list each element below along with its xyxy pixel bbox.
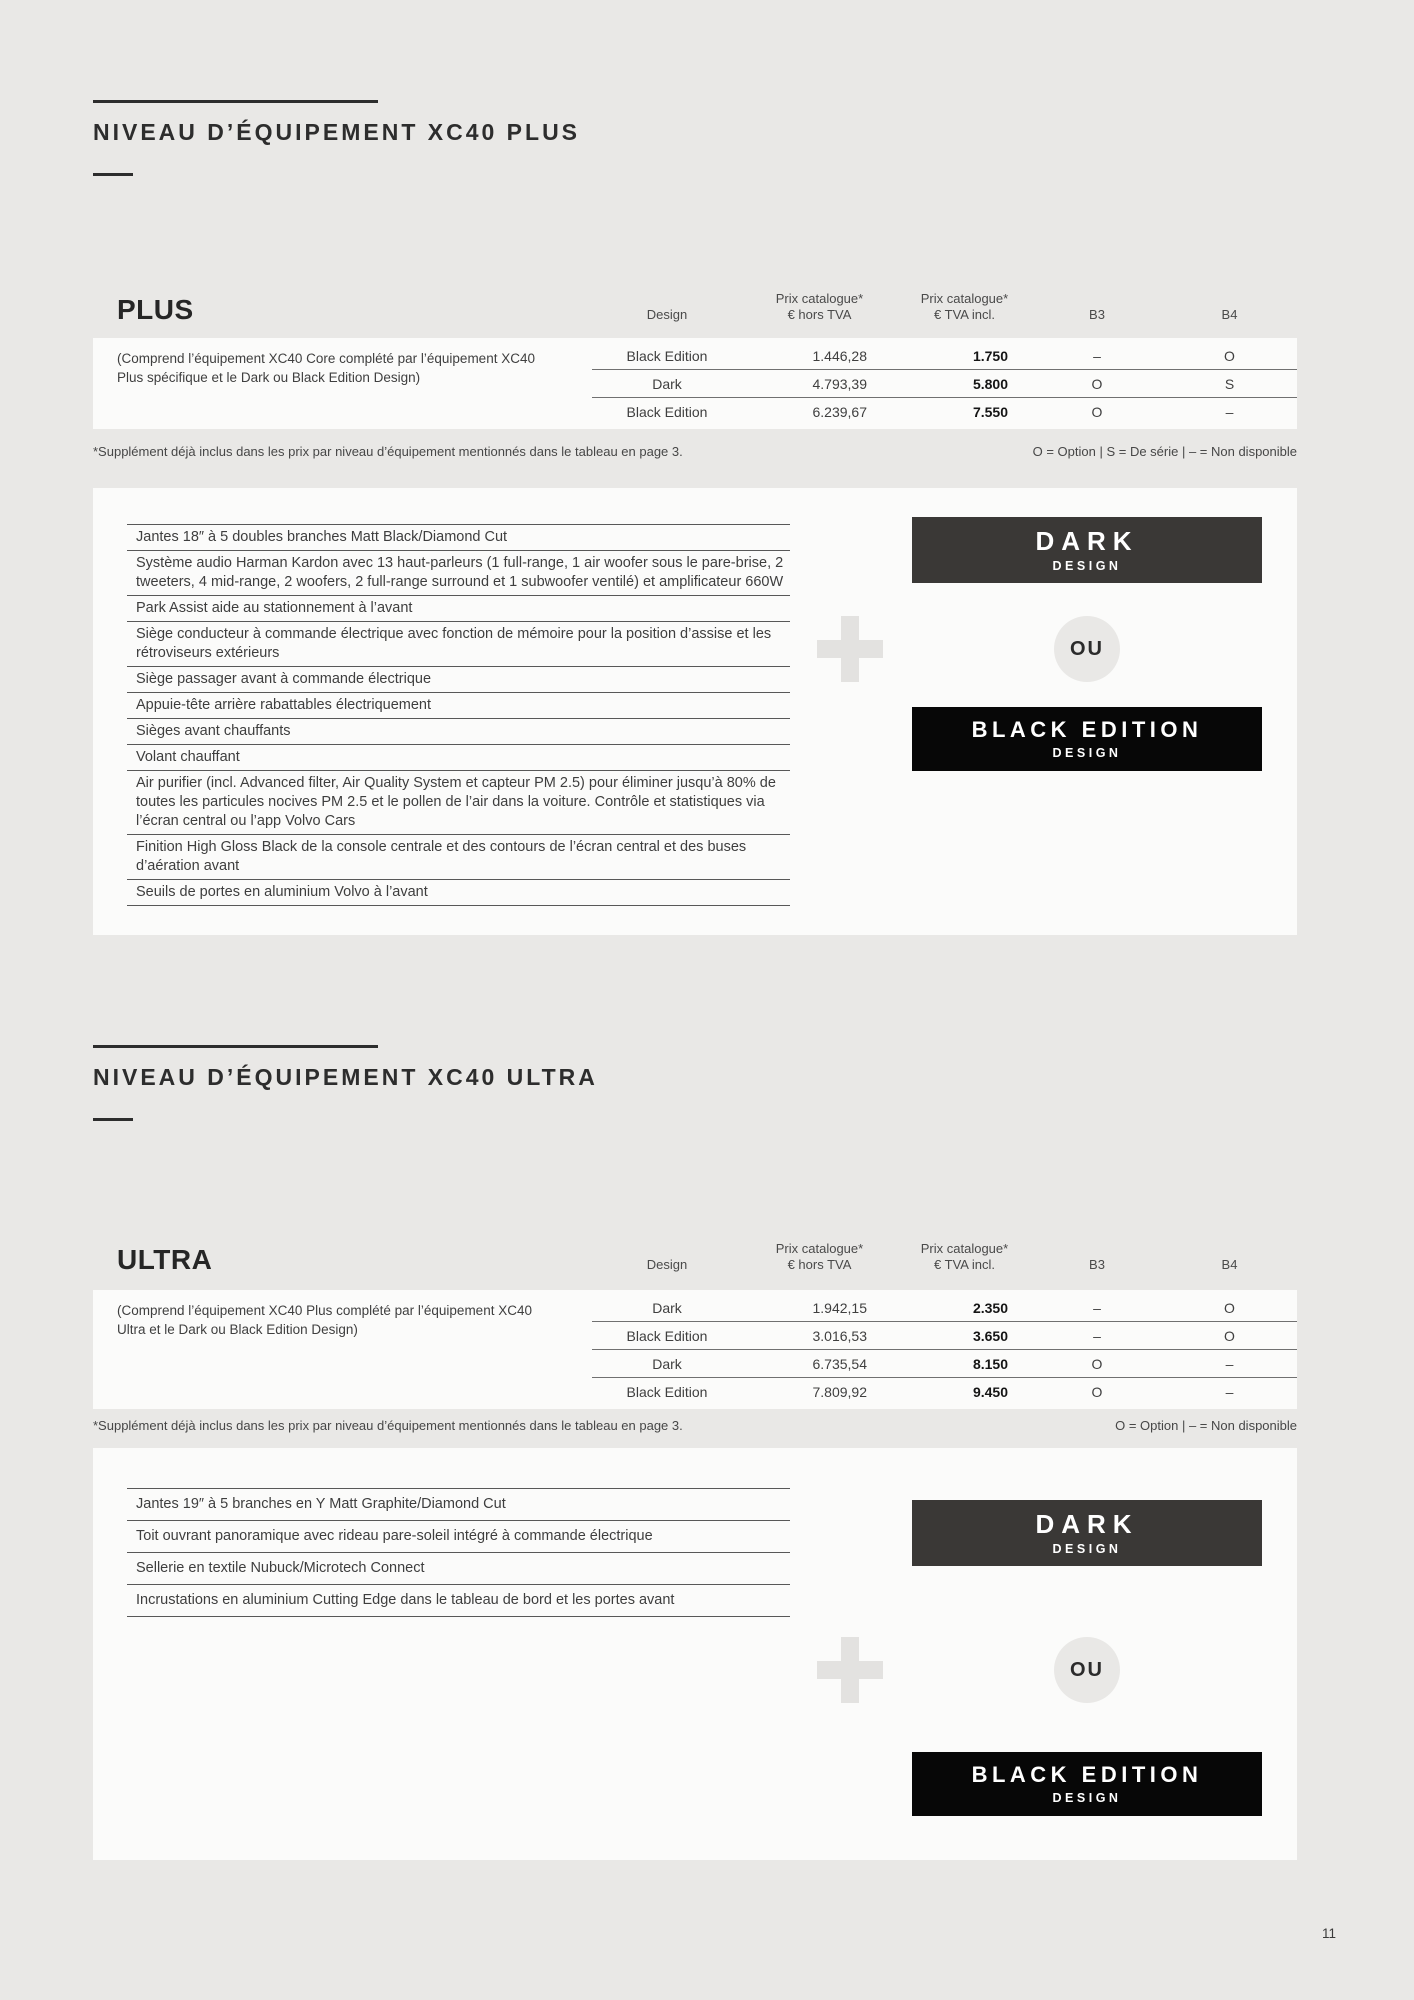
ultra-features-panel xyxy=(93,1448,1297,1860)
ultra-feature-list xyxy=(127,1488,790,1617)
section-ultra-title: NIVEAU D’ÉQUIPEMENT XC40 ULTRA xyxy=(93,1064,598,1090)
feature-item: Système audio Harman Kardon avec 13 haut-parleurs (1 full-range, 1 air woofer sous le pare-brise, 2 tweeters, 4 mid-range, 2 woofers, 2 full-range surround et 1 subwoofer ventilé) et amplificateur 660W xyxy=(127,550,790,595)
cell-design: Black Edition xyxy=(626,347,708,364)
feature-item: Finition High Gloss Black de la console centrale et des contours de l’écran central et des buses d’aération avant xyxy=(127,834,790,879)
cell-price-incl: 9.450 xyxy=(972,1383,1008,1400)
black-edition-design-badge xyxy=(912,707,1262,771)
column-header-price-excl-line1: Prix catalogue* xyxy=(775,1241,864,1256)
cell-price-excl: 1.446,28 xyxy=(812,347,867,364)
badge-title: DARK xyxy=(1035,1509,1139,1540)
feature-item: Seuils de portes en aluminium Volvo à l’avant xyxy=(127,879,790,906)
plus-icon-bar xyxy=(841,616,859,682)
column-header-price-incl-line2: € TVA incl. xyxy=(934,307,995,322)
cell-price-excl: 7.809,92 xyxy=(812,1383,867,1400)
dark-design-badge xyxy=(912,517,1262,583)
cell-b3: O xyxy=(1091,1355,1103,1372)
heading-rule xyxy=(93,100,378,103)
badge-title: BLACK EDITION xyxy=(971,717,1203,743)
table-row xyxy=(592,1349,1297,1377)
or-badge: OU xyxy=(1054,1637,1120,1703)
cell-design: Black Edition xyxy=(626,1327,708,1344)
column-header-price-incl-line1: Prix catalogue* xyxy=(920,1241,1009,1256)
column-header-price-excl-line2: € hors TVA xyxy=(787,307,852,322)
plus-icon xyxy=(817,616,883,682)
cell-price-incl: 3.650 xyxy=(972,1327,1008,1344)
section-plus-title: NIVEAU D’ÉQUIPEMENT XC40 PLUS xyxy=(93,119,581,145)
cell-price-excl: 1.942,15 xyxy=(812,1299,867,1316)
page-number: 11 xyxy=(1322,1926,1337,1941)
feature-item: Siège passager avant à commande électrique xyxy=(127,666,790,692)
plus-price-table xyxy=(93,338,1297,429)
feature-item: Jantes 19″ à 5 branches en Y Matt Graphite/Diamond Cut xyxy=(127,1488,790,1520)
column-header-price-excl xyxy=(742,291,897,326)
feature-item: Incrustations en aluminium Cutting Edge dans le tableau de bord et les portes avant xyxy=(127,1584,790,1617)
badge-subtitle: DESIGN xyxy=(1052,1541,1122,1556)
feature-item: Appuie-tête arrière rabattables électriquement xyxy=(127,692,790,718)
dark-design-badge xyxy=(912,1500,1262,1566)
column-header-price-incl xyxy=(897,291,1032,326)
badge-subtitle: DESIGN xyxy=(1052,745,1122,760)
column-header-price-incl-line2: € TVA incl. xyxy=(934,1257,995,1272)
cell-price-excl: 3.016,53 xyxy=(812,1327,867,1344)
table-row xyxy=(592,1321,1297,1349)
cell-b3: O xyxy=(1091,403,1103,420)
feature-item: Sellerie en textile Nubuck/Microtech Connect xyxy=(127,1552,790,1584)
section-plus-heading-block xyxy=(93,100,693,176)
column-header-b4: B4 xyxy=(1221,307,1238,322)
footnote-text: *Supplément déjà inclus dans les prix par niveau d’équipement mentionnés dans le tableau en page 3. xyxy=(93,1418,683,1433)
cell-b3: O xyxy=(1091,1383,1103,1400)
plus-description: (Comprend l’équipement XC40 Core complété par l’équipement XC40 Plus spécifique et le Dark ou Black Edition Design) xyxy=(117,351,535,385)
table-row xyxy=(592,1294,1297,1321)
section-ultra-heading-block xyxy=(93,1045,693,1121)
cell-b4: – xyxy=(1225,403,1234,420)
level-name-plus: PLUS xyxy=(117,294,194,325)
legend-text: O = Option | – = Non disponible xyxy=(1115,1418,1297,1433)
column-header-price-incl xyxy=(897,1241,1032,1276)
cell-price-excl: 6.735,54 xyxy=(812,1355,867,1372)
badge-subtitle: DESIGN xyxy=(1052,1790,1122,1805)
plus-feature-list xyxy=(127,524,790,906)
table-row xyxy=(592,1377,1297,1405)
cell-b4: O xyxy=(1224,1299,1235,1316)
column-header-b3: B3 xyxy=(1089,1257,1105,1272)
cell-design: Black Edition xyxy=(626,403,708,420)
cell-b3: O xyxy=(1091,375,1103,392)
column-header-design: Design xyxy=(646,1257,688,1272)
badge-subtitle: DESIGN xyxy=(1052,558,1122,573)
column-header-price-excl xyxy=(742,1241,897,1276)
feature-item: Toit ouvrant panoramique avec rideau pare-soleil intégré à commande électrique xyxy=(127,1520,790,1552)
plus-icon xyxy=(817,1637,883,1703)
heading-rule-short xyxy=(93,173,133,176)
plus-icon-bar xyxy=(841,1637,859,1703)
ultra-footnote-row xyxy=(93,1418,1297,1433)
feature-item: Volant chauffant xyxy=(127,744,790,770)
ultra-description: (Comprend l’équipement XC40 Plus complété par l’équipement XC40 Ultra et le Dark ou Black Edition Design) xyxy=(117,1303,532,1337)
plus-price-rows xyxy=(592,342,1297,425)
feature-item: Air purifier (incl. Advanced filter, Air Quality System et capteur PM 2.5) pour éliminer jusqu’à 80% de toutes les particules nocives PM 2.5 et le pollen de l’air dans la voiture. Contrôle et statistiques via l’écran central ou l’app Volvo Cars xyxy=(127,770,790,834)
cell-price-incl: 5.800 xyxy=(972,375,1008,392)
cell-price-incl: 7.550 xyxy=(972,403,1008,420)
legend-text: O = Option | S = De série | – = Non disponible xyxy=(1032,444,1297,459)
feature-item: Park Assist aide au stationnement à l’avant xyxy=(127,595,790,621)
cell-b4: O xyxy=(1224,347,1235,364)
column-header-design: Design xyxy=(646,307,688,322)
cell-b3: – xyxy=(1093,1299,1101,1316)
badge-title: BLACK EDITION xyxy=(971,1762,1203,1788)
plus-features-panel xyxy=(93,488,1297,935)
cell-price-incl: 2.350 xyxy=(972,1299,1008,1316)
column-header-price-incl-line1: Prix catalogue* xyxy=(920,291,1009,306)
feature-item: Jantes 18″ à 5 doubles branches Matt Black/Diamond Cut xyxy=(127,524,790,550)
cell-price-incl: 8.150 xyxy=(972,1355,1008,1372)
level-name-ultra: ULTRA xyxy=(117,1244,213,1275)
ultra-table-header xyxy=(93,1228,1297,1276)
column-header-price-excl-line1: Prix catalogue* xyxy=(775,291,864,306)
table-row xyxy=(592,342,1297,369)
cell-price-incl: 1.750 xyxy=(972,347,1008,364)
cell-b4: – xyxy=(1225,1355,1234,1372)
cell-design: Dark xyxy=(652,375,682,392)
table-row xyxy=(592,397,1297,425)
plus-table-header xyxy=(93,278,1297,326)
or-badge: OU xyxy=(1054,616,1120,682)
cell-price-excl: 6.239,67 xyxy=(812,403,867,420)
cell-design: Dark xyxy=(652,1355,682,1372)
column-header-b4: B4 xyxy=(1221,1257,1238,1272)
heading-rule-short xyxy=(93,1118,133,1121)
footnote-text: *Supplément déjà inclus dans les prix par niveau d’équipement mentionnés dans le tableau en page 3. xyxy=(93,444,683,459)
black-edition-design-badge xyxy=(912,1752,1262,1816)
cell-b3: – xyxy=(1093,347,1101,364)
cell-b3: – xyxy=(1093,1327,1101,1344)
cell-price-excl: 4.793,39 xyxy=(812,375,867,392)
feature-item: Siège conducteur à commande électrique avec fonction de mémoire pour la position d’assise et les rétroviseurs extérieurs xyxy=(127,621,790,666)
ultra-price-rows xyxy=(592,1294,1297,1405)
heading-rule xyxy=(93,1045,378,1048)
column-header-price-excl-line2: € hors TVA xyxy=(787,1257,852,1272)
cell-b4: O xyxy=(1224,1327,1235,1344)
cell-design: Black Edition xyxy=(626,1383,708,1400)
cell-b4: S xyxy=(1224,375,1235,392)
cell-b4: – xyxy=(1225,1383,1234,1400)
table-row xyxy=(592,369,1297,397)
ultra-price-table xyxy=(93,1290,1297,1409)
column-header-b3: B3 xyxy=(1089,307,1105,322)
feature-item: Sièges avant chauffants xyxy=(127,718,790,744)
cell-design: Dark xyxy=(652,1299,682,1316)
badge-title: DARK xyxy=(1035,526,1139,557)
plus-footnote-row xyxy=(93,444,1297,459)
